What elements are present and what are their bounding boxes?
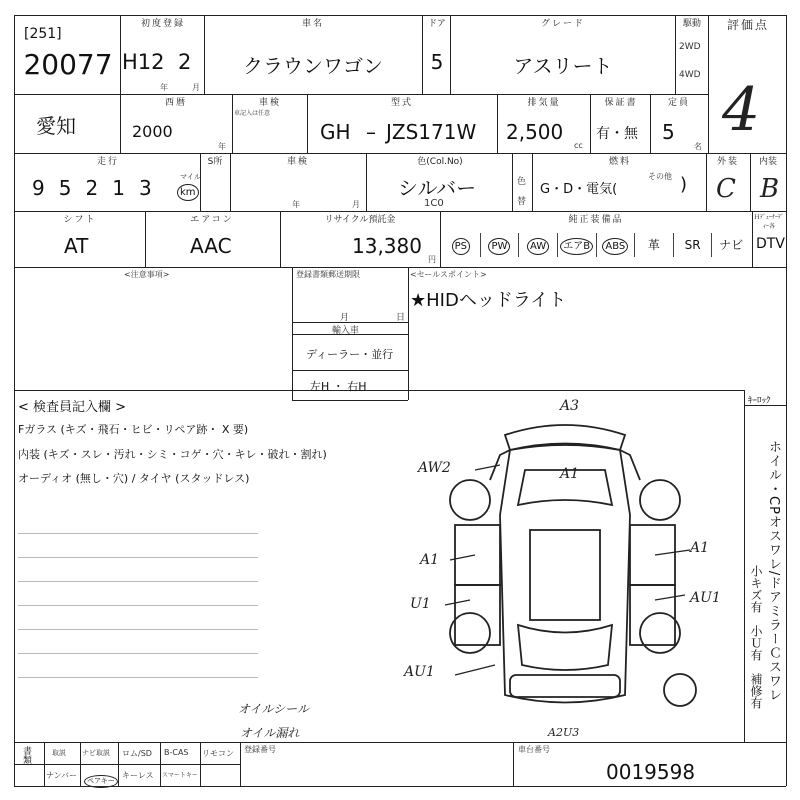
color-code: 1C0	[424, 198, 444, 209]
inspector-line-1: Fガラス (キズ・飛石・ヒビ・リペア跡・ X 要)	[18, 423, 249, 436]
side-text-2: 小キズ有 小Ｕ有 補修有	[749, 565, 763, 709]
type-label: 型式	[311, 95, 493, 108]
equipment-list	[442, 233, 750, 257]
shift: AT	[64, 234, 89, 258]
displacement: 2,500	[506, 120, 564, 144]
month-unit: 月	[192, 83, 200, 92]
warranty-label: 保証書	[594, 95, 648, 108]
recycle-amount: 13,380	[352, 234, 422, 258]
fuel-other: その他	[648, 172, 672, 181]
year-unit: 年	[160, 83, 168, 92]
mileage-digit: 1	[112, 176, 125, 200]
mark-u1: U1	[410, 596, 431, 612]
equipment-item: 革	[647, 238, 660, 252]
equipment-label: 純正装備品	[444, 212, 748, 225]
inspection-month-unit: 月	[352, 200, 360, 209]
inspector-line-2: 内装 (キズ・スレ・汚れ・シミ・コゲ・穴・キレ・破れ・割れ)	[18, 448, 327, 461]
remote-label: リモコン	[202, 749, 234, 758]
option-label: Ｈﾃﾞｭｰﾅｰﾃﾞｨｰ各	[754, 214, 785, 230]
sales-point: ★HIDヘッドライト	[410, 290, 567, 311]
equipment-item: PW	[488, 238, 510, 255]
deadline-month: 月	[340, 313, 350, 323]
mileage-digits	[32, 176, 152, 200]
ac: AAC	[190, 234, 232, 258]
mark-au1-left: AU1	[404, 664, 435, 680]
exterior-label: 外装	[708, 154, 748, 167]
mark-a1-right: A1	[690, 540, 710, 556]
equipment-item: AW	[527, 238, 549, 255]
mileage-unit-top: マイル	[180, 173, 201, 181]
rom-sd-label: ロム/SD	[122, 749, 152, 758]
number-plate-label: ナンバー	[46, 771, 78, 780]
car-name: クラウンワゴン	[243, 54, 383, 78]
mileage-digit: 5	[58, 176, 72, 200]
pair-key-label: ペアキー	[84, 768, 118, 788]
keyless-box	[744, 405, 786, 436]
dealer-choice: ディーラー・並行	[306, 348, 394, 361]
handwriting-oil-1: オイルシール	[238, 702, 309, 716]
deadline-day: 日	[396, 313, 406, 323]
note-lines	[18, 510, 258, 700]
interior-label: 内装	[752, 154, 784, 167]
mileage-digit: 3	[138, 176, 152, 200]
inspection-label: 車検	[234, 154, 362, 167]
chassis-label: 車台番号	[518, 745, 550, 754]
shaken-label: 車検	[236, 95, 304, 108]
km-unit: km	[177, 184, 199, 201]
bcas-label: B-CAS	[164, 748, 189, 757]
warranty-value: 有・無	[596, 126, 638, 142]
interior-grade: B	[760, 174, 780, 204]
smart-key-label: スマートキー	[162, 772, 198, 779]
pre-owner-label: S所	[202, 154, 228, 167]
inspection-year-unit: 年	[292, 200, 300, 209]
mark-a1-left: A1	[420, 552, 440, 568]
equipment-item: PS	[452, 238, 470, 255]
first-registration-label: 初度登録	[124, 16, 202, 29]
equipment-item: ナビ	[719, 238, 744, 252]
handle-choice: 左H ・ 右H	[310, 380, 367, 393]
repaint-label-1: 色	[517, 177, 527, 187]
drive-4wd: 4WD	[679, 70, 701, 80]
mark-a2u3: A2U3	[548, 726, 580, 739]
mark-a1-top: A1	[560, 466, 580, 482]
capacity-label: 定員	[652, 95, 706, 108]
inspector-title: < 検査員記入欄 >	[18, 400, 127, 415]
keyless-label: ｷｰﾛｯｸ	[748, 396, 771, 406]
mileage-label: 走行	[18, 154, 198, 167]
equipment-item: SR	[684, 238, 701, 252]
model-year-unit: 年	[218, 142, 226, 151]
color-label: 色(Col.No)	[370, 154, 510, 167]
deadline-label: 登録書類郵送期限	[296, 270, 360, 279]
reg-number-label: 登録番号	[244, 745, 276, 754]
equipment-item: ABS	[602, 238, 628, 255]
type-dash: –	[366, 120, 376, 144]
side-text: ホイル・CPオスワレ/ドアミラーＣスワレ	[766, 440, 781, 703]
type-value: JZS171W	[386, 120, 477, 144]
recycle-label: リサイクル預託金	[284, 212, 436, 225]
nav-manual-label: ナビ取説	[82, 749, 110, 757]
lot-number: 20077	[23, 48, 113, 81]
era-year: H12	[122, 50, 165, 74]
lot-code: [251]	[24, 26, 62, 42]
grade: アスリート	[513, 54, 613, 78]
type-prefix: GH	[320, 120, 351, 144]
fuel-value: G・D・電気(	[540, 182, 618, 197]
mark-a3: A3	[560, 398, 580, 414]
car-name-label: 車名	[208, 16, 418, 29]
import-label: 輸入車	[332, 326, 360, 336]
shaken-note: 車記入は任意	[234, 110, 271, 117]
rating-label: 評価点	[712, 16, 784, 33]
handwriting-oil-2: オイル漏れ	[240, 726, 300, 740]
capacity: 5	[662, 120, 675, 144]
grade-label: グレード	[454, 16, 672, 29]
keyless-entry-label: キーレス	[122, 771, 154, 780]
docs-label: 書類	[21, 746, 31, 764]
sales-label: <セールスポイント>	[410, 270, 487, 279]
registration-month: 2	[178, 50, 192, 74]
model-year-label: 西暦	[124, 95, 228, 108]
rating-value: 4	[722, 75, 761, 145]
mileage-digit: 9	[32, 176, 45, 200]
fuel-close: )	[680, 174, 688, 195]
mark-au1-right: AU1	[690, 590, 721, 606]
doors: 5	[430, 50, 444, 74]
dtv: DTV	[756, 236, 785, 252]
exterior-grade: C	[716, 174, 736, 204]
prefecture: 愛知	[36, 114, 76, 138]
mark-aw: AW2	[418, 460, 451, 476]
shift-label: シフト	[18, 212, 142, 225]
inspector-line-3: オーディオ (無し・穴) / タイヤ (スタッドレス)	[18, 472, 250, 485]
equipment-item: エアB	[560, 238, 593, 255]
mileage-digit: 2	[85, 176, 99, 200]
caution-label: <注意事項>	[124, 270, 170, 279]
car-damage-diagram	[400, 395, 740, 740]
color: シルバー	[398, 176, 477, 200]
ac-label: エアコン	[148, 212, 276, 225]
drive-label: 駆動	[677, 16, 707, 29]
model-year: 2000	[132, 122, 173, 141]
repaint-label-2: 替	[517, 197, 527, 207]
yen-unit: 円	[428, 255, 436, 264]
drive-2wd: 2WD	[679, 42, 701, 52]
fuel-label: 燃料	[536, 154, 704, 167]
displacement-label: 排気量	[500, 95, 588, 108]
chassis-number: 0019598	[606, 760, 696, 784]
person-unit: 名	[694, 142, 702, 151]
door-label: ドア	[424, 16, 450, 29]
cc-unit: cc	[574, 141, 583, 150]
manual-label: 取説	[52, 749, 66, 757]
